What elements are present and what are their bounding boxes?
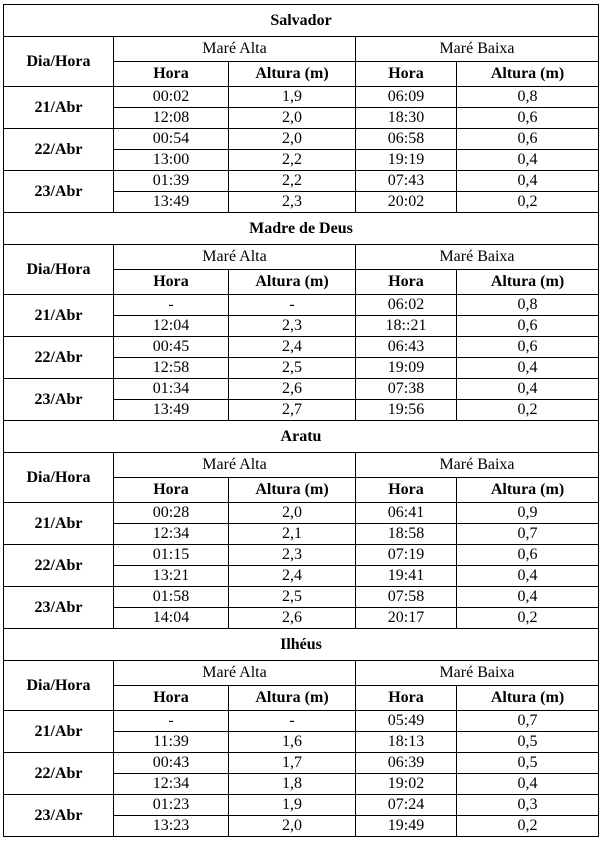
low-tide-time: 07:38: [356, 379, 457, 400]
location-title-row: [4, 629, 599, 661]
low-tide-time: 07:43: [356, 171, 457, 192]
low-tide-time: 06:43: [356, 337, 457, 358]
low-tide-height: 0,8: [457, 295, 599, 316]
day-cell: 22/Abr: [4, 337, 114, 379]
header-row: [4, 37, 599, 62]
altura-header: Altura (m): [229, 686, 356, 711]
mare-alta-header: Maré Alta: [114, 661, 356, 686]
high-tide-time: 12:08: [114, 108, 229, 129]
table-row: [4, 295, 599, 316]
tide-table: [3, 4, 599, 837]
high-tide-time: 12:34: [114, 524, 229, 545]
table-row: [4, 87, 599, 108]
header-row: [4, 453, 599, 478]
hora-header: Hora: [114, 478, 229, 503]
hora-header: Hora: [356, 62, 457, 87]
mare-alta-header: Maré Alta: [114, 37, 356, 62]
low-tide-time: 06:09: [356, 87, 457, 108]
low-tide-time: 19:19: [356, 150, 457, 171]
altura-header: Altura (m): [457, 270, 599, 295]
low-tide-time: 06:41: [356, 503, 457, 524]
low-tide-height: 0,4: [457, 587, 599, 608]
high-tide-height: 2,0: [229, 816, 356, 837]
altura-header: Altura (m): [457, 478, 599, 503]
day-cell: 21/Abr: [4, 503, 114, 545]
table-row: [4, 795, 599, 816]
day-cell: 21/Abr: [4, 711, 114, 753]
low-tide-height: 0,8: [457, 87, 599, 108]
header-row: [4, 245, 599, 270]
high-tide-height: 1,9: [229, 795, 356, 816]
high-tide-height: 2,4: [229, 566, 356, 587]
high-tide-time: 13:49: [114, 400, 229, 421]
low-tide-time: 05:49: [356, 711, 457, 732]
low-tide-height: 0,4: [457, 358, 599, 379]
low-tide-height: 0,4: [457, 150, 599, 171]
dia-hora-header: Dia/Hora: [4, 453, 114, 503]
high-tide-height: 2,5: [229, 587, 356, 608]
hora-header: Hora: [114, 270, 229, 295]
table-row: [4, 711, 599, 732]
low-tide-height: 0,2: [457, 400, 599, 421]
low-tide-time: 06:58: [356, 129, 457, 150]
low-tide-time: 19:09: [356, 358, 457, 379]
low-tide-height: 0,7: [457, 524, 599, 545]
day-cell: 22/Abr: [4, 753, 114, 795]
hora-header: Hora: [356, 270, 457, 295]
hora-header: Hora: [114, 62, 229, 87]
altura-header: Altura (m): [457, 62, 599, 87]
low-tide-height: 0,6: [457, 108, 599, 129]
high-tide-height: 2,0: [229, 129, 356, 150]
low-tide-height: 0,4: [457, 566, 599, 587]
low-tide-height: 0,6: [457, 316, 599, 337]
high-tide-time: 12:58: [114, 358, 229, 379]
high-tide-height: 2,4: [229, 337, 356, 358]
high-tide-time: 00:02: [114, 87, 229, 108]
dia-hora-header: Dia/Hora: [4, 245, 114, 295]
mare-alta-header: Maré Alta: [114, 245, 356, 270]
day-cell: 22/Abr: [4, 545, 114, 587]
table-row: [4, 503, 599, 524]
hora-header: Hora: [356, 478, 457, 503]
tide-table-document: [3, 4, 598, 837]
low-tide-height: 0,4: [457, 171, 599, 192]
location-title-row: [4, 213, 599, 245]
table-row: [4, 129, 599, 150]
location-title: Aratu: [4, 421, 599, 453]
low-tide-time: 19:56: [356, 400, 457, 421]
table-row: [4, 545, 599, 566]
altura-header: Altura (m): [229, 478, 356, 503]
mare-baixa-header: Maré Baixa: [356, 661, 599, 686]
low-tide-height: 0,3: [457, 795, 599, 816]
high-tide-time: 01:39: [114, 171, 229, 192]
high-tide-time: -: [114, 295, 229, 316]
high-tide-time: -: [114, 711, 229, 732]
high-tide-height: 1,6: [229, 732, 356, 753]
low-tide-time: 07:24: [356, 795, 457, 816]
low-tide-height: 0,6: [457, 545, 599, 566]
high-tide-height: 2,6: [229, 379, 356, 400]
altura-header: Altura (m): [229, 62, 356, 87]
high-tide-time: 01:58: [114, 587, 229, 608]
low-tide-time: 07:19: [356, 545, 457, 566]
high-tide-time: 14:04: [114, 608, 229, 629]
mare-baixa-header: Maré Baixa: [356, 453, 599, 478]
day-cell: 23/Abr: [4, 795, 114, 837]
low-tide-time: 19:49: [356, 816, 457, 837]
high-tide-height: 1,8: [229, 774, 356, 795]
low-tide-height: 0,2: [457, 816, 599, 837]
low-tide-time: 07:58: [356, 587, 457, 608]
hora-header: Hora: [114, 686, 229, 711]
high-tide-height: 2,6: [229, 608, 356, 629]
low-tide-time: 20:17: [356, 608, 457, 629]
high-tide-time: 12:04: [114, 316, 229, 337]
high-tide-time: 13:23: [114, 816, 229, 837]
header-row: [4, 661, 599, 686]
high-tide-time: 00:43: [114, 753, 229, 774]
table-row: [4, 337, 599, 358]
high-tide-height: -: [229, 711, 356, 732]
high-tide-height: 2,5: [229, 358, 356, 379]
mare-alta-header: Maré Alta: [114, 453, 356, 478]
high-tide-height: 2,1: [229, 524, 356, 545]
low-tide-time: 18::21: [356, 316, 457, 337]
low-tide-height: 0,4: [457, 379, 599, 400]
high-tide-height: 2,0: [229, 503, 356, 524]
high-tide-time: 13:00: [114, 150, 229, 171]
high-tide-height: 2,0: [229, 108, 356, 129]
high-tide-time: 13:21: [114, 566, 229, 587]
low-tide-height: 0,7: [457, 711, 599, 732]
high-tide-time: 12:34: [114, 774, 229, 795]
day-cell: 21/Abr: [4, 295, 114, 337]
low-tide-height: 0,9: [457, 503, 599, 524]
dia-hora-header: Dia/Hora: [4, 661, 114, 711]
low-tide-height: 0,6: [457, 129, 599, 150]
low-tide-height: 0,4: [457, 774, 599, 795]
high-tide-height: 1,9: [229, 87, 356, 108]
mare-baixa-header: Maré Baixa: [356, 37, 599, 62]
location-title: Salvador: [4, 5, 599, 37]
low-tide-height: 0,5: [457, 732, 599, 753]
day-cell: 23/Abr: [4, 379, 114, 421]
location-title: Madre de Deus: [4, 213, 599, 245]
location-title-row: [4, 421, 599, 453]
high-tide-time: 00:54: [114, 129, 229, 150]
location-title: Ilhéus: [4, 629, 599, 661]
day-cell: 23/Abr: [4, 587, 114, 629]
mare-baixa-header: Maré Baixa: [356, 245, 599, 270]
high-tide-height: 1,7: [229, 753, 356, 774]
high-tide-time: 11:39: [114, 732, 229, 753]
low-tide-time: 18:30: [356, 108, 457, 129]
low-tide-height: 0,6: [457, 337, 599, 358]
low-tide-time: 18:13: [356, 732, 457, 753]
high-tide-time: 01:15: [114, 545, 229, 566]
table-row: [4, 753, 599, 774]
low-tide-time: 20:02: [356, 192, 457, 213]
low-tide-time: 19:02: [356, 774, 457, 795]
high-tide-time: 01:23: [114, 795, 229, 816]
high-tide-time: 13:49: [114, 192, 229, 213]
low-tide-time: 18:58: [356, 524, 457, 545]
table-row: [4, 171, 599, 192]
high-tide-height: 2,7: [229, 400, 356, 421]
high-tide-height: 2,2: [229, 150, 356, 171]
high-tide-height: 2,3: [229, 316, 356, 337]
high-tide-height: -: [229, 295, 356, 316]
day-cell: 22/Abr: [4, 129, 114, 171]
table-row: [4, 587, 599, 608]
high-tide-height: 2,3: [229, 192, 356, 213]
table-row: [4, 379, 599, 400]
location-title-row: [4, 5, 599, 37]
high-tide-time: 01:34: [114, 379, 229, 400]
low-tide-time: 06:39: [356, 753, 457, 774]
high-tide-time: 00:28: [114, 503, 229, 524]
low-tide-time: 19:41: [356, 566, 457, 587]
altura-header: Altura (m): [457, 686, 599, 711]
low-tide-height: 0,5: [457, 753, 599, 774]
hora-header: Hora: [356, 686, 457, 711]
low-tide-height: 0,2: [457, 192, 599, 213]
high-tide-time: 00:45: [114, 337, 229, 358]
altura-header: Altura (m): [229, 270, 356, 295]
high-tide-height: 2,3: [229, 545, 356, 566]
low-tide-height: 0,2: [457, 608, 599, 629]
high-tide-height: 2,2: [229, 171, 356, 192]
dia-hora-header: Dia/Hora: [4, 37, 114, 87]
low-tide-time: 06:02: [356, 295, 457, 316]
day-cell: 21/Abr: [4, 87, 114, 129]
day-cell: 23/Abr: [4, 171, 114, 213]
